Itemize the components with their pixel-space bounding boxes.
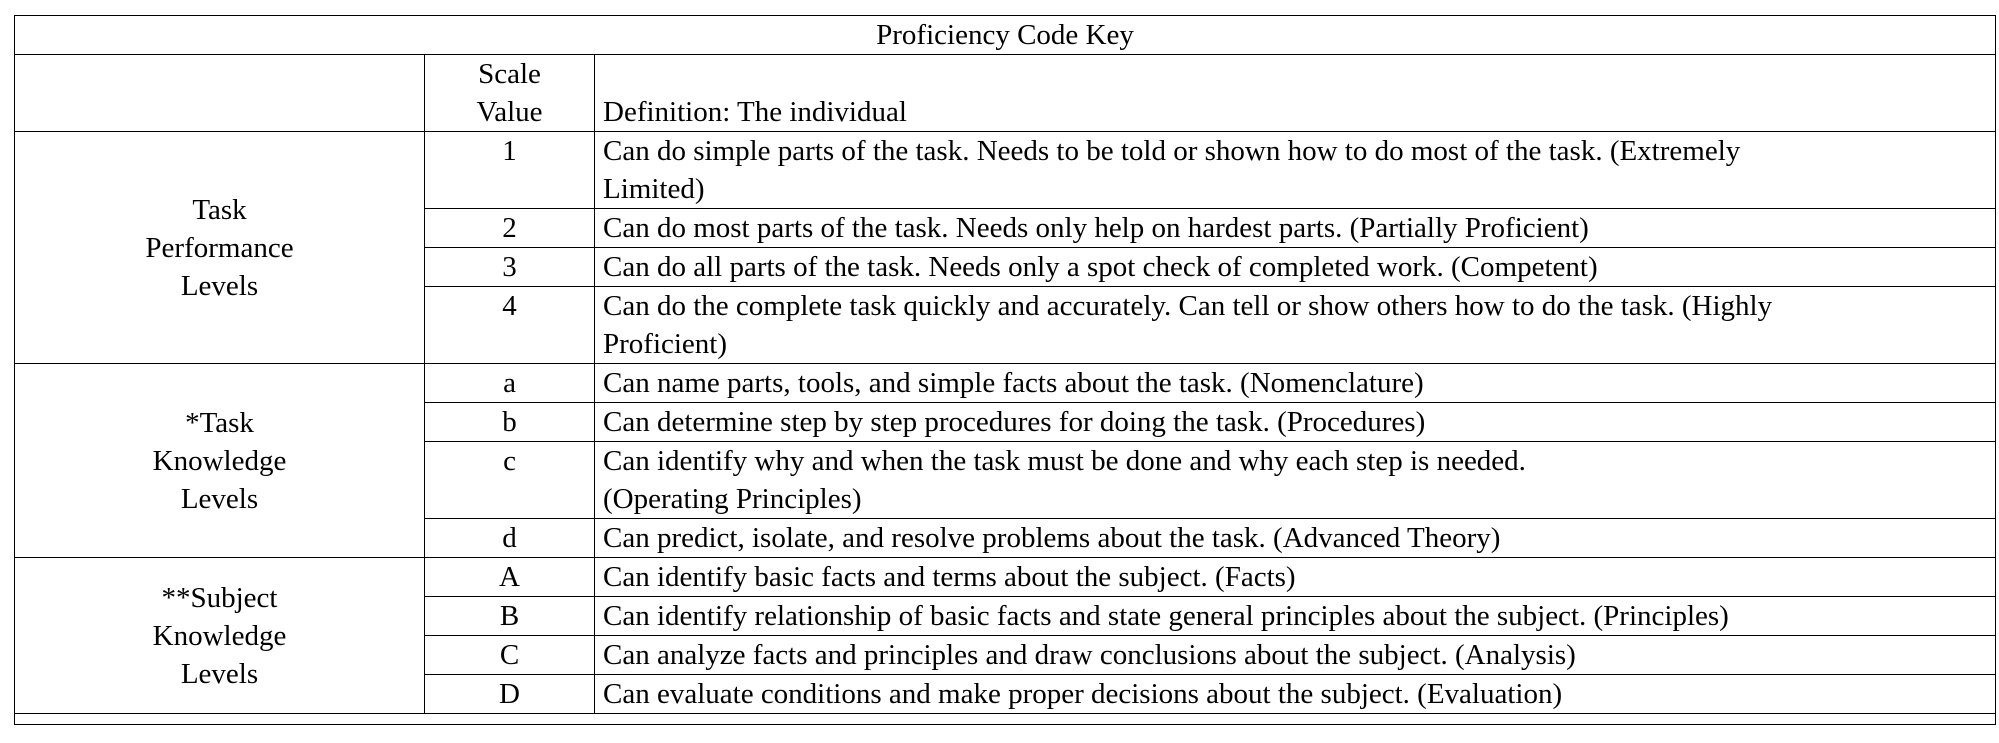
definition-line: Can do most parts of the task. Needs only help on hardest parts. (Partially Proficient) [603,212,1589,244]
definition-line: Can do all parts of the task. Needs only a spot check of completed work. (Competent) [603,251,1598,283]
definition-cell [595,675,1996,714]
category-cell [15,558,425,714]
definition-line: (Operating Principles) [603,483,862,515]
scale-value-cell: 4 [425,287,595,364]
definition-cell [595,403,1996,442]
definition-cell [595,636,1996,675]
table-row [15,364,1996,403]
scale-value-cell: 3 [425,248,595,287]
definition-cell [595,364,1996,403]
definition-line: Can do the complete task quickly and accurately. Can tell or show others how to do the task. (Highly [603,290,1773,322]
category-label-line: Task [192,193,247,226]
title-row [15,16,1996,55]
definition-cell [595,558,1996,597]
definition-cell [595,248,1996,287]
table-row [15,558,1996,597]
definition-line: Can evaluate conditions and make proper decisions about the subject. (Evaluation) [603,678,1563,710]
category-cell [15,364,425,558]
scale-value-cell: 1 [425,132,595,209]
category-label-line: Performance [145,231,294,264]
definition-cell [595,519,1996,558]
table-body [15,16,1996,725]
definition-cell [595,597,1996,636]
table-continuation-cell [15,714,1996,725]
definition-line: Can identify relationship of basic facts and state general principles about the subject. (Principles) [603,600,1729,632]
category-label-line: Knowledge [152,619,287,652]
definition-line: Can determine step by step procedures for doing the task. (Procedures) [603,406,1426,438]
header-definition: Definition: The individual [595,55,1996,132]
category-label-line: *Task [185,406,254,439]
definition-line: Can do simple parts of the task. Needs to be told or shown how to do most of the task. (Extremely [603,135,1741,167]
header-scale-value [425,55,595,132]
scale-value-cell: a [425,364,595,403]
scale-value-cell: 2 [425,209,595,248]
scale-value-cell: C [425,636,595,675]
category-label-line: **Subject [161,581,278,614]
table-row [15,132,1996,209]
header-scale-line-1: Scale [478,58,541,90]
definition-cell [595,442,1996,519]
definition-cell [595,132,1996,209]
category-label-line: Levels [180,482,259,515]
scale-value-cell: B [425,597,595,636]
header-scale-line-2: Value [476,96,543,128]
table-title: Proficiency Code Key [15,16,1996,55]
definition-cell [595,209,1996,248]
table-continuation-row [15,714,1996,725]
proficiency-code-key-table [14,15,1996,725]
category-label-line: Levels [180,657,259,690]
header-category-cell [15,55,425,132]
definition-line: Can predict, isolate, and resolve problems about the task. (Advanced Theory) [603,522,1501,554]
definition-cell [595,287,1996,364]
definition-line: Can analyze facts and principles and draw conclusions about the subject. (Analysis) [603,639,1576,671]
definition-line: Can identify why and when the task must be done and why each step is needed. [603,445,1526,477]
scale-value-cell: c [425,442,595,519]
scale-value-cell: D [425,675,595,714]
definition-line: Proficient) [603,328,728,360]
definition-line: Limited) [603,173,705,205]
scale-value-cell: b [425,403,595,442]
definition-line: Can identify basic facts and terms about the subject. (Facts) [603,561,1296,593]
scale-value-cell: d [425,519,595,558]
category-label-line: Knowledge [152,444,287,477]
definition-line: Can name parts, tools, and simple facts about the task. (Nomenclature) [603,367,1424,399]
category-cell [15,132,425,364]
header-row [15,55,1996,132]
scale-value-cell: A [425,558,595,597]
category-label-line: Levels [180,269,259,302]
